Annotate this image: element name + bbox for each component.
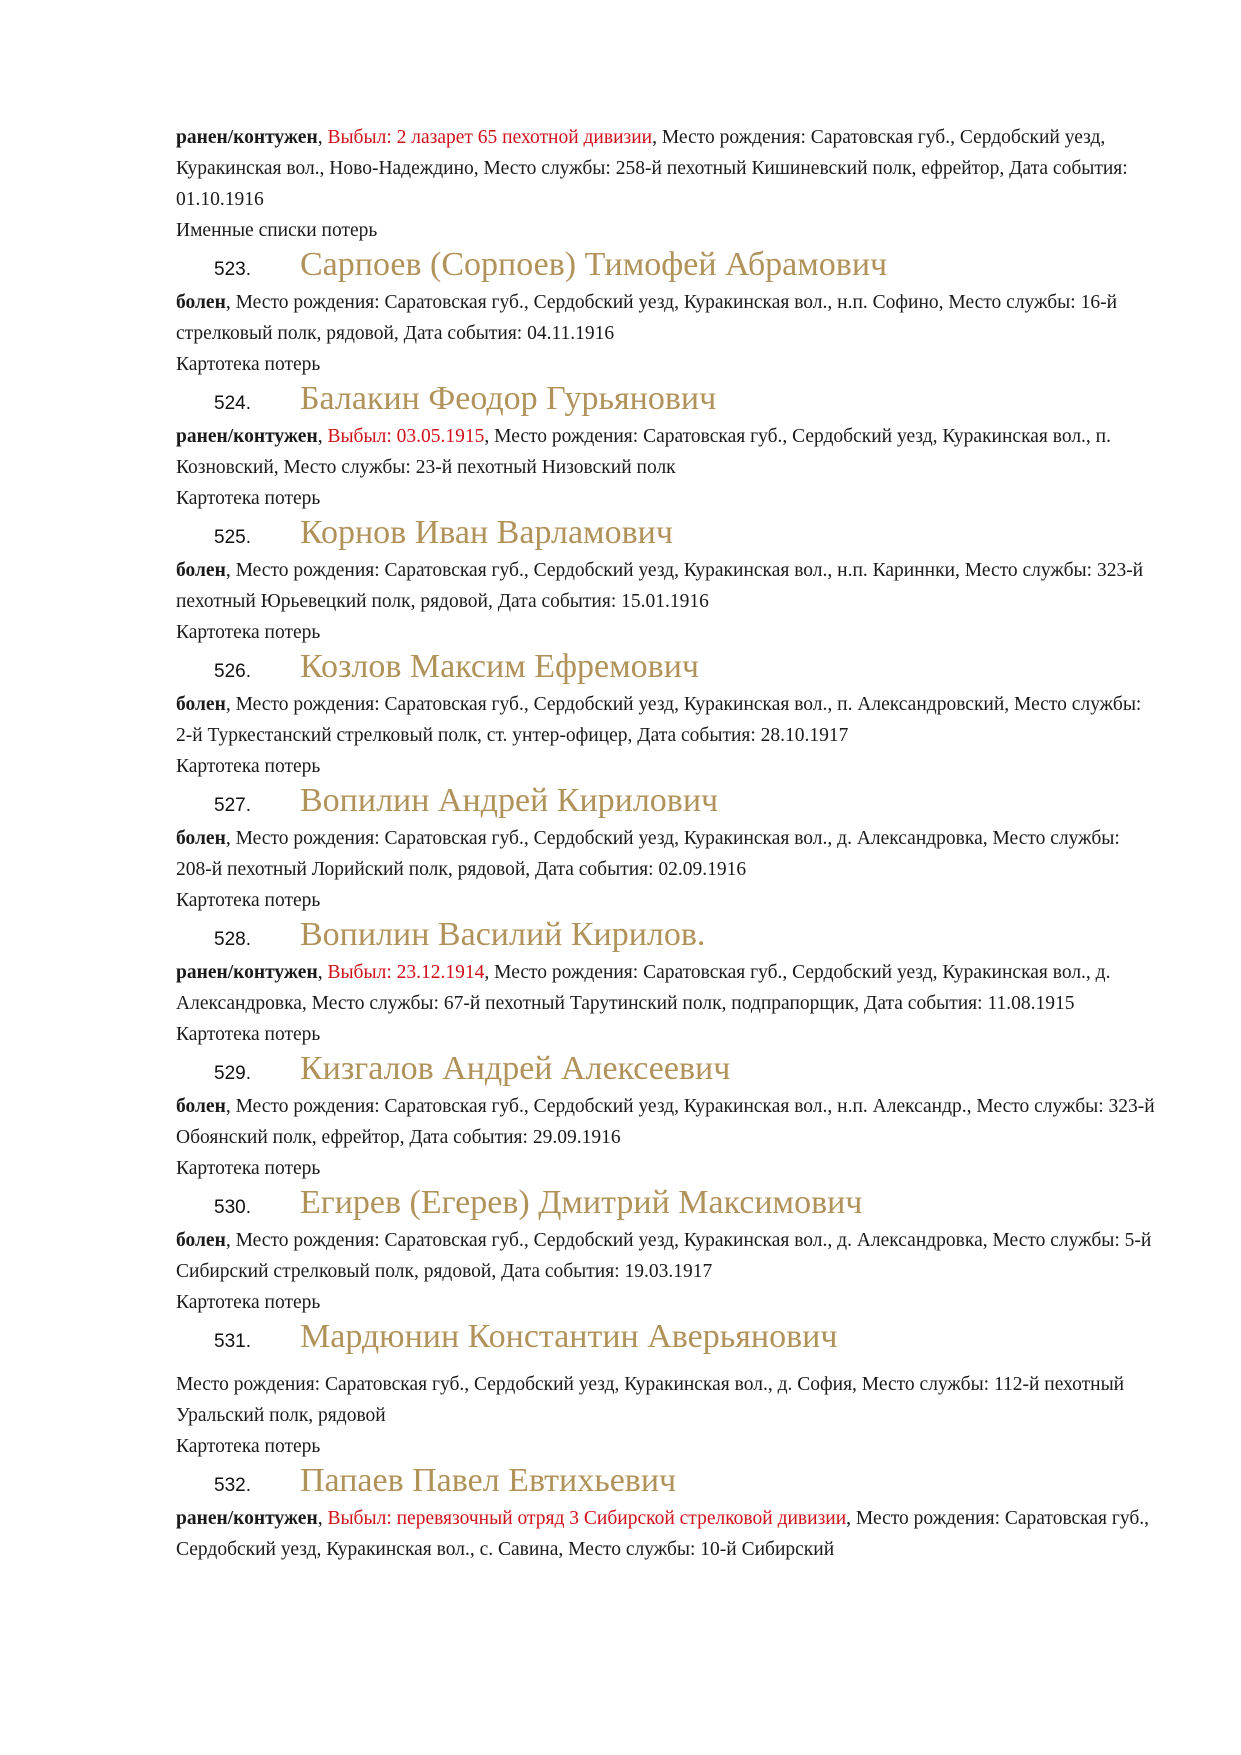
source-label: Картотека потерь	[176, 1158, 321, 1179]
record-paragraph	[176, 689, 1156, 751]
person-name: Егирев (Егерев) Дмитрий Максимович	[300, 1184, 863, 1221]
separator: ,	[225, 828, 236, 849]
status-label: болен	[176, 828, 226, 849]
source-label: Картотека потерь	[176, 488, 321, 509]
record-details: , Место рождения: Саратовская губ., Сердобский уезд, Куракинская вол., д. Александровка, Место службы: 67-й пехотный Тарутинский полк, подпрапорщик, Дата события: 11.08.1915	[176, 962, 1111, 1014]
list-item	[176, 514, 1156, 648]
status-label: ранен/контужен	[176, 426, 318, 447]
person-name: Корнов Иван Варламович	[300, 514, 673, 551]
status-label: болен	[176, 560, 226, 581]
source-label: Картотека потерь	[176, 1436, 321, 1457]
record-details: Место рождения: Саратовская губ., Сердобский уезд, Куракинская вол., д. Александровка, Место службы: 208-й пехотный Лорийский полк, рядовой, Дата события: 02.09.1916	[176, 828, 1120, 880]
document-body	[176, 122, 1156, 1565]
person-name: Мардюнин Константин Аверьянович	[300, 1318, 838, 1355]
person-name: Кизгалов Андрей Алексеевич	[300, 1050, 731, 1087]
separator: ,	[317, 127, 328, 148]
list-item	[176, 916, 1156, 1050]
record-paragraph	[176, 1225, 1156, 1287]
list-item	[176, 380, 1156, 514]
list-item	[176, 1184, 1156, 1318]
separator: ,	[317, 962, 328, 983]
separator: ,	[225, 560, 236, 581]
intro-paragraph	[176, 122, 1156, 215]
record-details: Место рождения: Саратовская губ., Сердобский уезд, Куракинская вол., н.п. Кариннки, Место службы: 323-й пехотный Юрьевецкий полк, рядовой, Дата события: 15.01.1916	[176, 560, 1144, 612]
status-label: ранен/контужен	[176, 962, 318, 983]
entry-number: 528.	[214, 929, 251, 950]
record-paragraph	[176, 957, 1156, 1019]
status-label: ранен/контужен	[176, 127, 318, 148]
separator: ,	[225, 694, 236, 715]
record-paragraph	[176, 1091, 1156, 1153]
record-details: , Место рождения: Саратовская губ., Сердобский уезд, Куракинская вол., Ново-Надеждино, Место службы: 258-й пехотный Кишиневский полк, ефрейтор, Дата события: 01.10.1916	[176, 127, 1128, 210]
entry-number: 531.	[214, 1331, 251, 1352]
separator: ,	[317, 426, 328, 447]
entry-number: 525.	[214, 527, 251, 548]
entry-heading	[176, 1462, 1156, 1503]
record-details: Место рождения: Саратовская губ., Сердобский уезд, Куракинская вол., д. София, Место службы: 112-й пехотный Уральский полк, рядовой	[176, 1374, 1125, 1426]
entry-heading	[176, 1050, 1156, 1091]
list-item	[176, 246, 1156, 380]
dropout-info: Выбыл: 03.05.1915	[327, 426, 485, 447]
dropout-info: Выбыл: перевязочный отряд 3 Сибирской стрелковой дивизии	[327, 1508, 847, 1529]
person-name: Вопилин Василий Кирилов.	[300, 916, 706, 953]
separator: ,	[225, 292, 236, 313]
person-name: Вопилин Андрей Кирилович	[300, 782, 719, 819]
person-name: Сарпоев (Сорпоев) Тимофей Абрамович	[300, 246, 888, 283]
entry-number: 532.	[214, 1475, 251, 1496]
source-label: Картотека потерь	[176, 354, 321, 375]
record-details: Место рождения: Саратовская губ., Сердобский уезд, Куракинская вол., д. Александровка, Место службы: 5-й Сибирский стрелковый полк, рядовой, Дата события: 19.03.1917	[176, 1230, 1152, 1282]
source-label: Картотека потерь	[176, 890, 321, 911]
separator: ,	[225, 1096, 236, 1117]
person-name: Папаев Павел Евтихьевич	[300, 1462, 677, 1499]
entry-heading	[176, 246, 1156, 287]
list-item	[176, 1318, 1156, 1462]
source-label: Картотека потерь	[176, 756, 321, 777]
record-details: , Место рождения: Саратовская губ., Сердобский уезд, Куракинская вол., с. Савина, Место службы: 10-й Сибирский	[176, 1508, 1150, 1560]
list-item	[176, 648, 1156, 782]
record-details: Место рождения: Саратовская губ., Сердобский уезд, Куракинская вол., н.п. Александр., Место службы: 323-й Обоянский полк, ефрейтор, Дата события: 29.09.1916	[176, 1096, 1155, 1148]
entry-heading	[176, 648, 1156, 689]
status-label: ранен/контужен	[176, 1508, 318, 1529]
entry-number: 524.	[214, 393, 251, 414]
entry-heading	[176, 1184, 1156, 1225]
record-details: Место рождения: Саратовская губ., Сердобский уезд, Куракинская вол., н.п. Софино, Место службы: 16-й стрелковый полк, рядовой, Дата события: 04.11.1916	[176, 292, 1118, 344]
source-label: Картотека потерь	[176, 1024, 321, 1045]
record-paragraph	[176, 287, 1156, 349]
entry-number: 530.	[214, 1197, 251, 1218]
record-paragraph	[176, 1503, 1156, 1565]
status-label: болен	[176, 1230, 226, 1251]
entry-number: 526.	[214, 661, 251, 682]
status-label: болен	[176, 694, 226, 715]
status-label: болен	[176, 292, 226, 313]
entry-number: 527.	[214, 795, 251, 816]
list-item	[176, 782, 1156, 916]
separator: ,	[317, 1508, 328, 1529]
entry-heading	[176, 916, 1156, 957]
entry-heading	[176, 1318, 1156, 1359]
record-paragraph	[176, 421, 1156, 483]
separator: ,	[225, 1230, 236, 1251]
source-label: Картотека потерь	[176, 622, 321, 643]
entry-number: 529.	[214, 1063, 251, 1084]
dropout-info: Выбыл: 2 лазарет 65 пехотной дивизии	[327, 127, 653, 148]
source-label: Картотека потерь	[176, 1292, 321, 1313]
status-label: болен	[176, 1096, 226, 1117]
entry-heading	[176, 514, 1156, 555]
record-details: Место рождения: Саратовская губ., Сердобский уезд, Куракинская вол., п. Александровский, Место службы: 2-й Туркестанский стрелковый полк, ст. унтер-офицер, Дата события: 28.10.1917	[176, 694, 1142, 746]
record-paragraph	[176, 555, 1156, 617]
entry-number: 523.	[214, 259, 251, 280]
dropout-info: Выбыл: 23.12.1914	[327, 962, 485, 983]
person-name: Балакин Феодор Гурьянович	[300, 380, 717, 417]
entry-heading	[176, 380, 1156, 421]
list-item	[176, 1050, 1156, 1184]
list-item	[176, 1462, 1156, 1565]
source-label: Именные списки потерь	[176, 220, 378, 241]
record-details: , Место рождения: Саратовская губ., Сердобский уезд, Куракинская вол., п. Козновский, Место службы: 23-й пехотный Низовский полк	[176, 426, 1111, 478]
entry-heading	[176, 782, 1156, 823]
spacer	[176, 1359, 1156, 1369]
record-paragraph	[176, 823, 1156, 885]
person-name: Козлов Максим Ефремович	[300, 648, 699, 685]
record-paragraph	[176, 1369, 1156, 1431]
entry-list	[176, 246, 1156, 1565]
